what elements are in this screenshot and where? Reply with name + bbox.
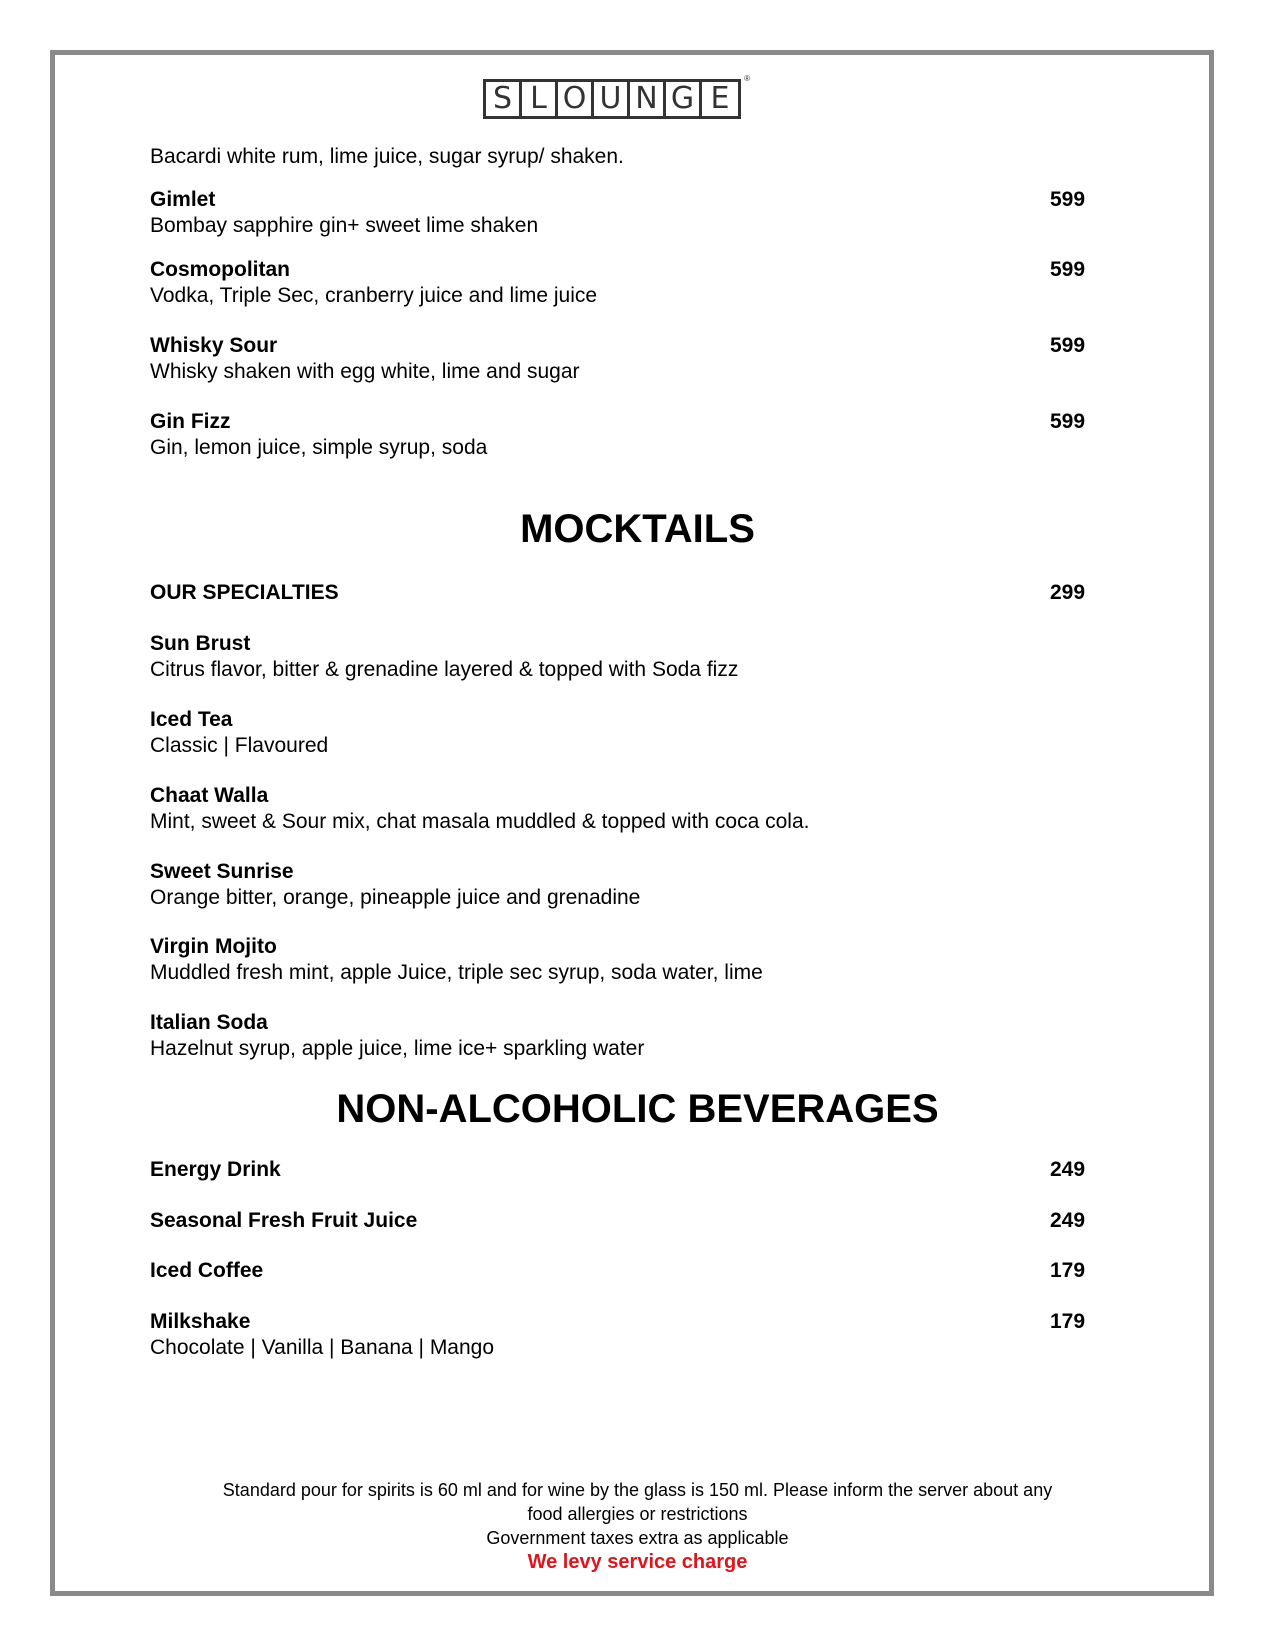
specialties-row [150,580,1090,606]
section-heading-mocktails: MOCKTAILS [520,507,755,551]
menu-item-cosmopolitan [150,257,1090,309]
item-price: 249 [1050,1158,1086,1181]
menu-item-chaat-walla [150,783,1090,835]
specialties-label: OUR SPECIALTIES [150,581,339,604]
item-name: Sun Brust [150,632,251,655]
item-name: Whisky Sour [150,334,278,357]
specialties-price: 299 [1050,581,1086,604]
item-description: Whisky shaken with egg white, lime and sugar [150,360,580,383]
item-name: Seasonal Fresh Fruit Juice [150,1209,418,1232]
item-name: Milkshake [150,1310,251,1333]
item-price: 599 [1050,410,1086,433]
menu-item-energy-drink [150,1157,1090,1183]
menu-item-italian-soda [150,1010,1090,1062]
item-description: Muddled fresh mint, apple Juice, triple sec syrup, soda water, lime [150,961,763,984]
item-description: Classic | Flavoured [150,734,329,757]
footer-line-taxes: Government taxes extra as applicable [486,1528,789,1548]
menu-item-iced-tea [150,707,1090,759]
footer-service-charge: We levy service charge [527,1551,748,1573]
menu-item-iced-coffee [150,1258,1090,1284]
item-description: Gin, lemon juice, simple syrup, soda [150,436,488,459]
logo-letter: L [522,82,558,116]
item-name: Italian Soda [150,1011,268,1034]
menu-item-fruit-juice [150,1208,1090,1234]
item-price: 599 [1050,258,1086,281]
menu-item-virgin-mojito [150,934,1090,986]
logo-box [483,79,741,119]
item-name: Gin Fizz [150,410,231,433]
menu-item-gin-fizz [150,409,1090,461]
logo-letter: E [710,81,730,116]
menu-item-sweet-sunrise [150,859,1090,911]
item-price: 249 [1050,1209,1086,1232]
item-name: Iced Coffee [150,1259,264,1282]
item-name: Energy Drink [150,1158,281,1181]
menu-item-whisky-sour [150,333,1090,385]
item-name: Iced Tea [150,708,233,731]
logo-letter: S [486,82,522,116]
footer-line-allergies: food allergies or restrictions [527,1504,748,1524]
logo-letter: U [594,82,630,116]
intro-item [150,144,1090,170]
item-price: 179 [1050,1310,1086,1333]
slounge-logo [483,74,750,120]
item-name: Cosmopolitan [150,258,290,281]
menu-item-gimlet [150,187,1090,239]
item-description: Mint, sweet & Sour mix, chat masala muddled & topped with coca cola. [150,810,810,833]
registered-mark: ® [744,74,750,83]
item-description: Bombay sapphire gin+ sweet lime shaken [150,214,539,237]
item-name: Virgin Mojito [150,935,277,958]
logo-letter: G [666,82,702,116]
item-name: Gimlet [150,188,216,211]
item-price: 599 [1050,188,1086,211]
item-description: Orange bitter, orange, pineapple juice and grenadine [150,886,641,909]
item-description: Bacardi white rum, lime juice, sugar syrup/ shaken. [150,145,624,168]
logo-letter: O [558,82,594,116]
footer-line-pour: Standard pour for spirits is 60 ml and for wine by the glass is 150 ml. Please inform the server about any [222,1480,1053,1500]
item-name: Chaat Walla [150,784,269,807]
item-name: Sweet Sunrise [150,860,294,883]
item-price: 179 [1050,1259,1086,1282]
item-description: Vodka, Triple Sec, cranberry juice and lime juice [150,284,598,307]
footer-notes [200,1478,1075,1574]
logo-letter: N [630,82,666,116]
item-description: Chocolate | Vanilla | Banana | Mango [150,1336,495,1359]
section-heading-non-alcoholic: NON-ALCOHOLIC BEVERAGES [336,1087,939,1131]
menu-item-sun-brust [150,631,1090,683]
menu-item-milkshake [150,1309,1090,1361]
item-price: 599 [1050,334,1086,357]
item-description: Hazelnut syrup, apple juice, lime ice+ sparkling water [150,1037,645,1060]
item-description: Citrus flavor, bitter & grenadine layered & topped with Soda fizz [150,658,739,681]
